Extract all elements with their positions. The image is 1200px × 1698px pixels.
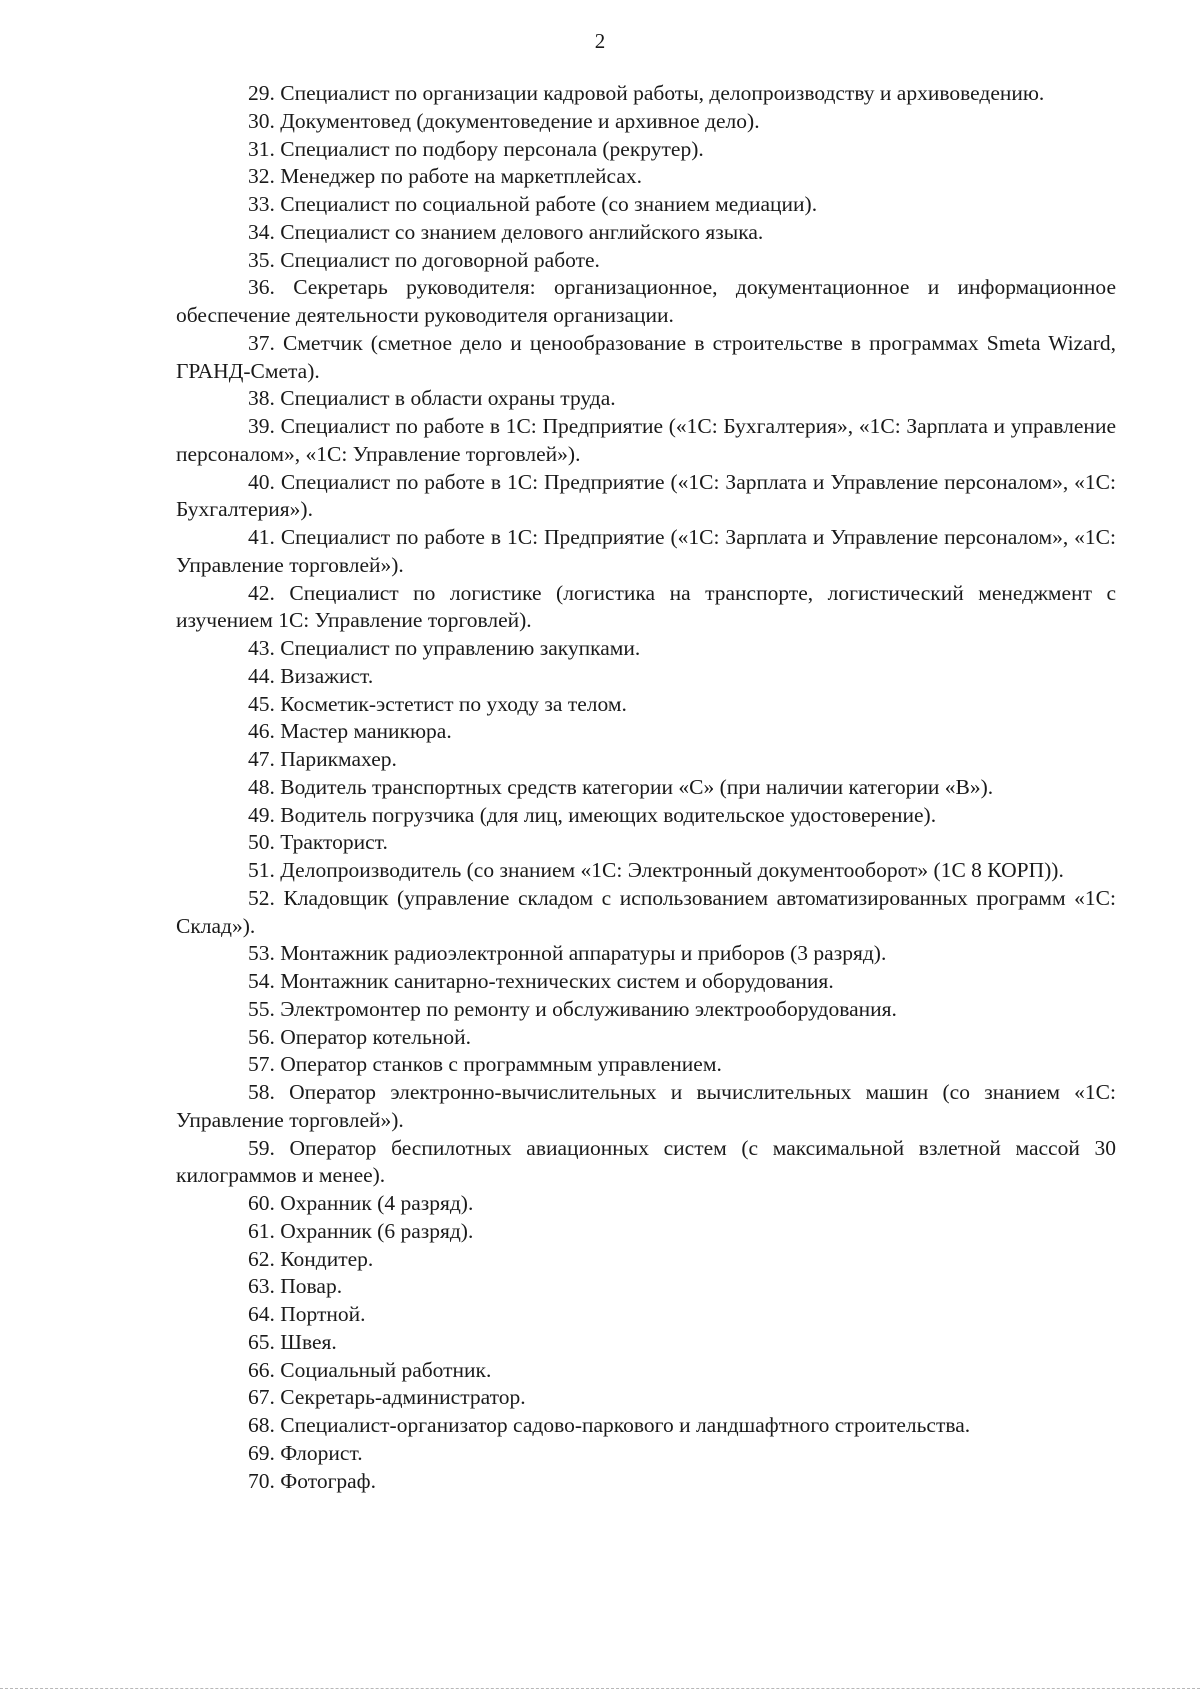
list-item: 29. Специалист по организации кадровой работы, делопроизводству и архивоведению. [248, 81, 1045, 105]
list-item: 42. Специалист по логистике (логистика на транспорте, логистический менеджмент с изучением 1С: Управление торговлей). [176, 580, 1116, 633]
list-item: 36. Секретарь руководителя: организационное, документационное и информационное обеспечение деятельности руководителя организации. [176, 275, 1116, 327]
list-item: 63. Повар. [248, 1274, 343, 1299]
list-item: 43. Специалист по управлению закупками. [248, 636, 641, 660]
list-item: 65. Швея. [248, 1329, 337, 1354]
list-item: 64. Портной. [248, 1302, 366, 1326]
list-item: 34. Специалист со знанием делового английского языка. [248, 219, 764, 244]
list-item: 39. Специалист по работе в 1С: Предприятие («1С: Бухгалтерия», «1С: Зарплата и управление персоналом», «1С: Управление торговлей»). [176, 414, 1116, 466]
list-item: 46. Мастер маникюра. [248, 719, 452, 744]
list-item: 38. Специалист в области охраны труда. [248, 386, 616, 411]
list-item: 55. Электромонтер по ремонту и обслуживанию электрооборудования. [248, 996, 897, 1021]
list-item: 47. Парикмахер. [248, 747, 397, 771]
list-item: 44. Визажист. [248, 663, 374, 688]
list-item: 70. Фотограф. [248, 1468, 376, 1493]
page-number: 2 [594, 29, 606, 53]
list-item: 50. Тракторист. [248, 830, 388, 855]
list-item: 49. Водитель погрузчика (для лиц, имеющих водительское удостоверение). [248, 802, 937, 827]
list-item: 51. Делопроизводитель (со знанием «1С: Электронный документооборот» (1С 8 КОРП)). [248, 858, 1064, 882]
list-item: 31. Специалист по подбору персонала (рекрутер). [248, 136, 704, 161]
list-item: 45. Косметик-эстетист по уходу за телом. [248, 691, 627, 716]
list-item: 68. Специалист-организатор садово-паркового и ландшафтного строительства. [248, 1413, 971, 1437]
profession-list [176, 80, 1116, 1495]
list-item: 59. Оператор беспилотных авиационных систем (с максимальной взлетной массой 30 килограммов и менее). [176, 1135, 1116, 1188]
list-item: 53. Монтажник радиоэлектронной аппаратуры и приборов (3 разряд). [248, 941, 887, 966]
list-item: 30. Документовед (документоведение и архивное дело). [248, 108, 760, 133]
list-item: 35. Специалист по договорной работе. [248, 247, 600, 272]
list-item: 37. Сметчик (сметное дело и ценообразование в строительстве в программах Smeta Wizard, ГРАНД-Смета). [176, 330, 1116, 383]
list-item: 57. Оператор станков с программным управлением. [248, 1052, 722, 1077]
list-item: 60. Охранник (4 разряд). [248, 1191, 474, 1215]
list-item: 62. Кондитер. [248, 1246, 374, 1271]
list-item: 33. Специалист по социальной работе (со знанием медиации). [248, 192, 818, 216]
list-item: 52. Кладовщик (управление складом с использованием автоматизированных программ «1С: Склад»). [176, 885, 1116, 938]
list-item: 56. Оператор котельной. [248, 1024, 471, 1049]
list-item: 32. Менеджер по работе на маркетплейсах. [248, 164, 642, 189]
scan-edge-divider [0, 1688, 1200, 1689]
list-item: 66. Социальный работник. [248, 1357, 492, 1382]
list-item: 61. Охранник (6 разряд). [248, 1218, 474, 1243]
list-item: 41. Специалист по работе в 1С: Предприятие («1С: Зарплата и Управление персоналом», «1С: Управление торговлей»). [176, 525, 1116, 577]
list-item: 48. Водитель транспортных средств категории «С» (при наличии категории «В»). [248, 774, 994, 799]
list-item: 54. Монтажник санитарно-технических систем и оборудования. [248, 969, 834, 993]
list-item: 40. Специалист по работе в 1С: Предприятие («1С: Зарплата и Управление персоналом», «1С: Бухгалтерия»). [176, 469, 1116, 522]
list-item: 58. Оператор электронно-вычислительных и вычислительных машин (со знанием «1С: Управление торговлей»). [176, 1080, 1116, 1132]
list-item: 67. Секретарь-администратор. [248, 1385, 526, 1410]
list-item: 69. Флорист. [248, 1440, 363, 1465]
